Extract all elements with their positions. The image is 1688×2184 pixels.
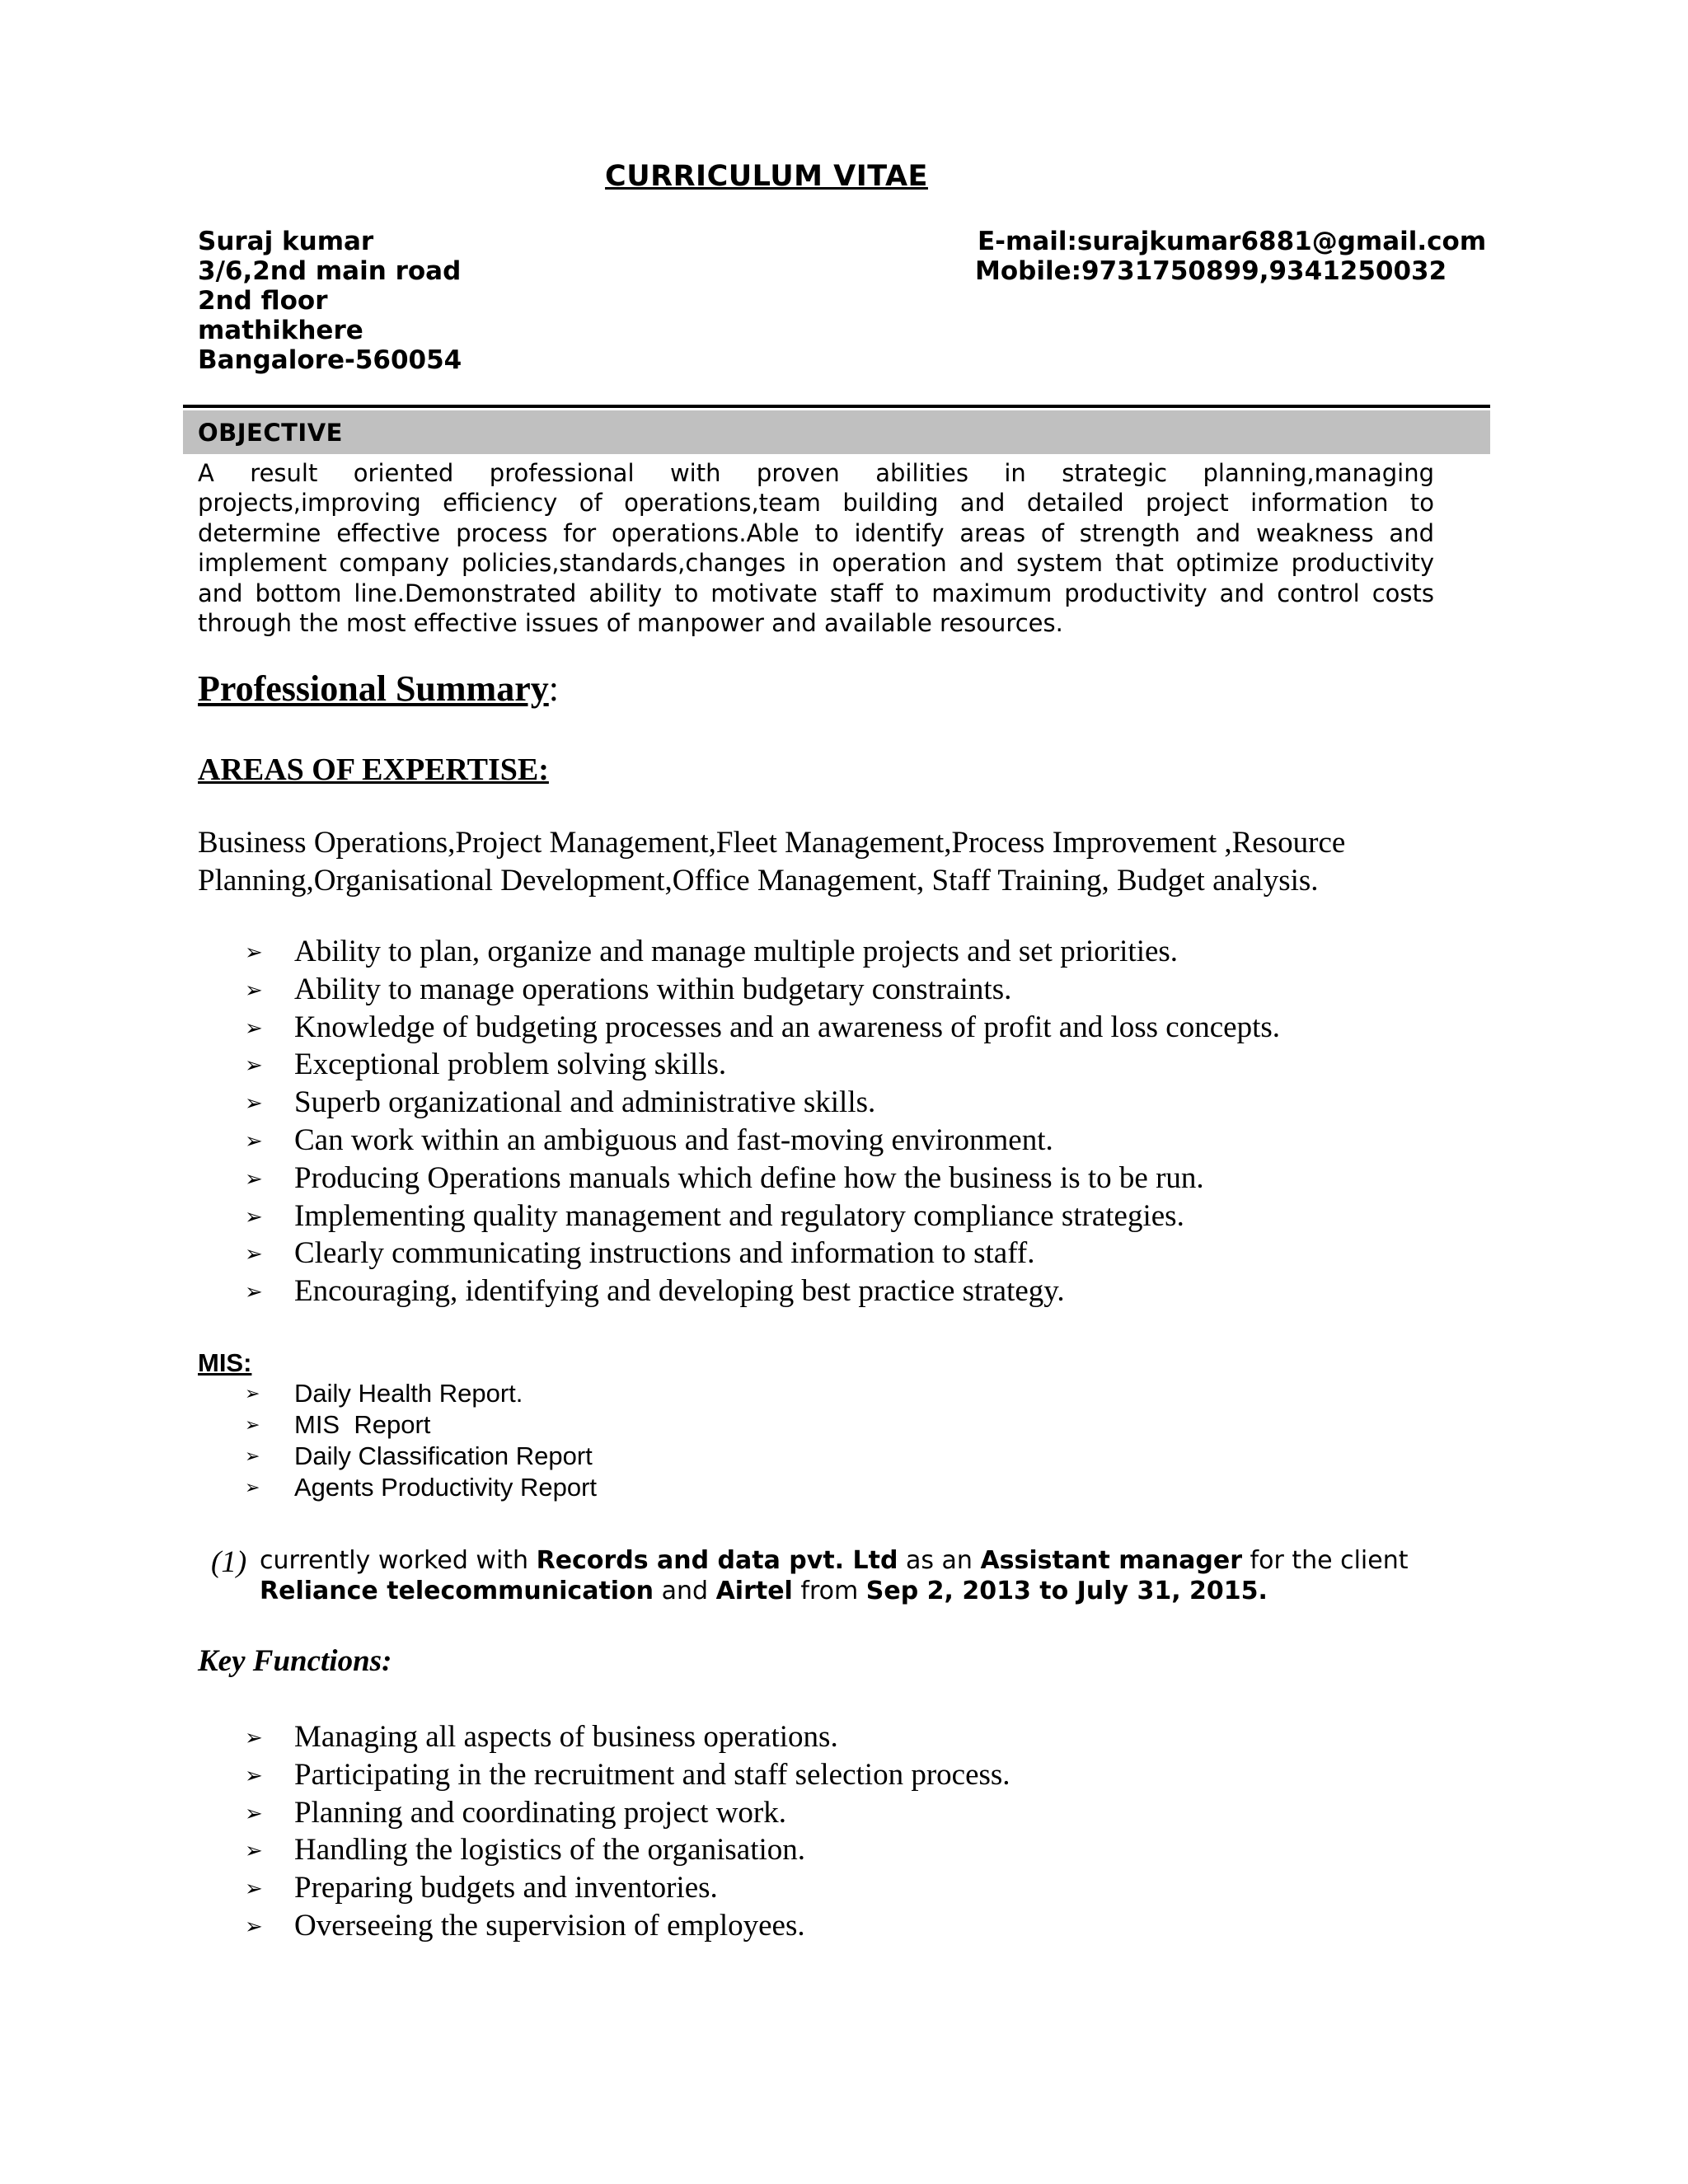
experience-entry (260, 1546, 1409, 1606)
areas-of-expertise-text: Business Operations,Project Management,Fleet Management,Process Improvement ,Resource Planning,Organisational Development,Office Management, Staff Training, Budget analysis. (198, 826, 1346, 898)
objective-line: A result oriented professional with proven abilities in strategic planning,managing (198, 459, 1434, 487)
objective-line: through the most effective issues of manpower and available resources. (198, 608, 1063, 637)
arrow-bullet-icon: ➢ (245, 1280, 263, 1305)
list-item: ➢ Planning and coordinating project work. (294, 1794, 1010, 1832)
address-line-3: mathikhere (198, 316, 363, 345)
arrow-bullet-icon: ➢ (245, 1053, 263, 1079)
list-item: ➢ Daily Health Report. (294, 1378, 597, 1409)
list-item: ➢ Daily Classification Report (294, 1441, 597, 1472)
key-functions-heading: Key Functions: (198, 1644, 392, 1678)
arrow-bullet-icon: ➢ (245, 1763, 263, 1788)
professional-summary-title: Professional Summary (198, 668, 549, 709)
list-item: ➢ Superb organizational and administrative skills. (294, 1084, 1280, 1122)
list-item: ➢ Participating in the recruitment and staff selection process. (294, 1756, 1010, 1794)
arrow-bullet-icon: ➢ (245, 977, 263, 1003)
job-role: Assistant manager (980, 1546, 1242, 1575)
experience-line-1: currently worked with Records and data pvt. Ltd as an Assistant manager for the client (260, 1546, 1409, 1575)
arrow-bullet-icon: ➢ (245, 1478, 260, 1498)
list-item: ➢ Clearly communicating instructions and information to staff. (294, 1235, 1280, 1272)
list-item: ➢ Preparing budgets and inventories. (294, 1869, 1010, 1907)
list-item: ➢ MIS Report (294, 1409, 597, 1441)
arrow-bullet-icon: ➢ (245, 1877, 263, 1902)
client-name-1: Reliance telecommunication (260, 1576, 654, 1605)
arrow-bullet-icon: ➢ (245, 1384, 260, 1404)
objective-line: projects,improving efficiency of operations,team building and detailed project information to (198, 489, 1434, 518)
company-name: Records and data pvt. Ltd (536, 1546, 898, 1575)
key-functions-list (245, 1718, 1010, 1945)
arrow-bullet-icon: ➢ (245, 1801, 263, 1826)
arrow-bullet-icon: ➢ (245, 1242, 263, 1268)
arrow-bullet-icon: ➢ (245, 1839, 263, 1864)
list-item: ➢ Ability to plan, organize and manage multiple projects and set priorities. (294, 933, 1280, 971)
header-divider (183, 405, 1490, 408)
objective-line: implement company policies,standards,changes in operation and system that optimize productivity (198, 549, 1434, 578)
arrow-bullet-icon: ➢ (245, 1446, 260, 1467)
employment-period: Sep 2, 2013 to July 31, 2015. (865, 1576, 1268, 1605)
skills-list (245, 933, 1280, 1310)
mis-list (245, 1378, 598, 1503)
mis-heading: MIS: (198, 1348, 252, 1377)
list-item: ➢ Can work within an ambiguous and fast-moving environment. (294, 1122, 1280, 1160)
arrow-bullet-icon: ➢ (245, 1166, 263, 1192)
list-item: ➢ Ability to manage operations within budgetary constraints. (294, 971, 1280, 1009)
objective-paragraph (198, 458, 1434, 638)
list-item: ➢ Handling the logistics of the organisation. (294, 1831, 1010, 1869)
objective-heading: OBJECTIVE (198, 419, 343, 447)
client-name-2: Airtel (715, 1576, 793, 1605)
list-item: ➢ Knowledge of budgeting processes and an awareness of profit and loss concepts. (294, 1009, 1280, 1047)
address-line-2: 2nd floor (198, 286, 328, 316)
arrow-bullet-icon: ➢ (245, 1091, 263, 1117)
objective-line: and bottom line.Demonstrated ability to motivate staff to maximum productivity and control costs (198, 579, 1434, 607)
email: E-mail:surajkumar6881@gmail.com (978, 227, 1487, 256)
address-line-4: Bangalore-560054 (198, 345, 462, 375)
page-title: CURRICULUM VITAE (605, 160, 928, 193)
mobile: Mobile:9731750899,9341250032 (975, 256, 1447, 286)
areas-of-expertise-heading: AREAS OF EXPERTISE: (198, 752, 549, 787)
professional-summary-heading (198, 668, 559, 710)
list-item: ➢ Managing all aspects of business operations. (294, 1718, 1010, 1756)
experience-number: (1) (211, 1545, 247, 1579)
experience-line-2: Reliance telecommunication and Airtel from Sep 2, 2013 to July 31, 2015. (260, 1576, 1268, 1605)
list-item: ➢ Encouraging, identifying and developing best practice strategy. (294, 1272, 1280, 1310)
professional-summary-colon: : (548, 668, 559, 709)
list-item: ➢ Agents Productivity Report (294, 1472, 597, 1503)
list-item: ➢ Producing Operations manuals which define how the business is to be run. (294, 1160, 1280, 1197)
candidate-name: Suraj kumar (198, 227, 374, 256)
arrow-bullet-icon: ➢ (245, 1726, 263, 1750)
address-line-1: 3/6,2nd main road (198, 256, 462, 286)
arrow-bullet-icon: ➢ (245, 1415, 260, 1436)
list-item: ➢ Exceptional problem solving skills. (294, 1046, 1280, 1084)
arrow-bullet-icon: ➢ (245, 1914, 263, 1939)
arrow-bullet-icon: ➢ (245, 1015, 263, 1041)
list-item: ➢ Overseeing the supervision of employees. (294, 1907, 1010, 1945)
arrow-bullet-icon: ➢ (245, 940, 263, 965)
list-item: ➢ Implementing quality management and regulatory compliance strategies. (294, 1197, 1280, 1235)
arrow-bullet-icon: ➢ (245, 1204, 263, 1230)
objective-band (183, 410, 1490, 454)
arrow-bullet-icon: ➢ (245, 1128, 263, 1154)
objective-line: determine effective process for operations.Able to identify areas of strength and weakness and (198, 518, 1434, 547)
